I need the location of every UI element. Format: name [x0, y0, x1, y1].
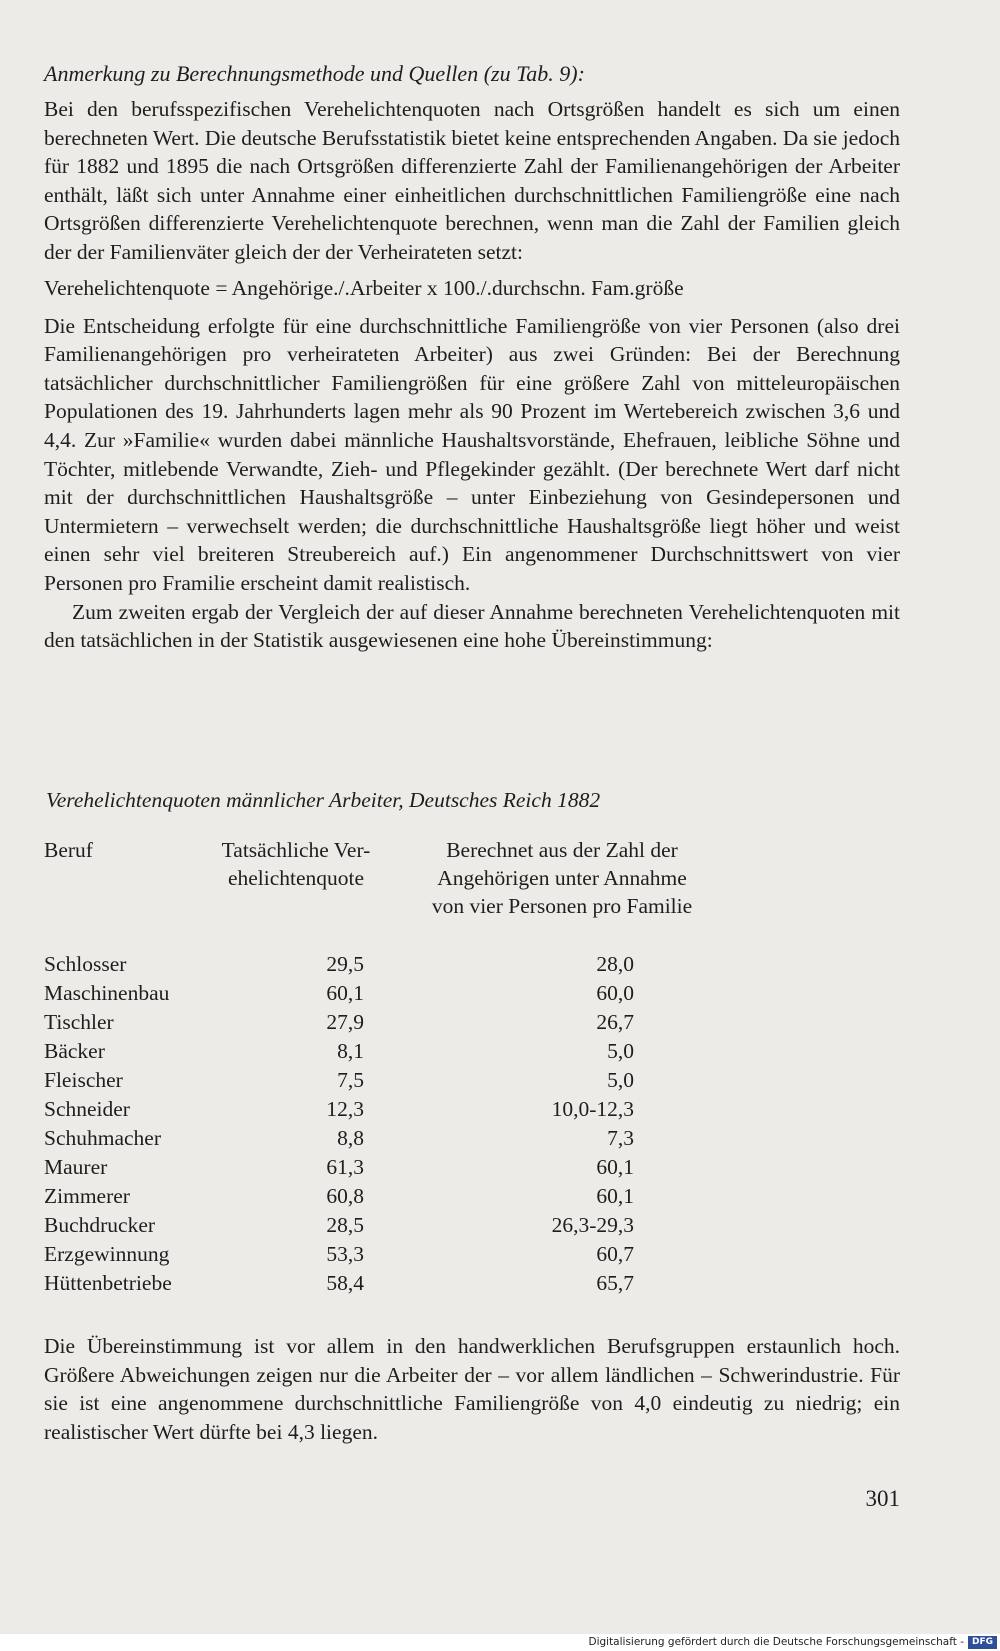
table-row [44, 979, 634, 1008]
cell-berechnet: 7,3 [607, 1126, 634, 1150]
cell-tatsaechlich: 60,8 [326, 1184, 364, 1208]
paragraph-conclusion: Die Übereinstimmung ist vor allem in den handwerklichen Berufsgruppen erstaunlich hoch. Größere Abweichungen zeigen nur die Arbeiter der – vor allem ländlichen – Schwerindustrie. Für sie ist eine angenommene durchschnittliche Familiengröße von 4,0 eindeutig zu niedrig; ein realistischer Wert dürfte bei 4,3 liegen. [44, 1334, 900, 1444]
paragraph-comparison: Zum zweiten ergab der Vergleich der auf dieser Annahme berechneten Verehelichtenquoten mit den tatsächlichen in der Statistik ausgewiesenen eine hohe Übereinstimmung: [44, 599, 900, 653]
cell-berechnet: 60,7 [596, 1242, 634, 1266]
header-tatsaechlich-line-2: ehelichtenquote [227, 866, 365, 890]
data-table [44, 950, 634, 1298]
paragraph-decision: Die Entscheidung erfolgte für eine durchschnittliche Familiengröße von vier Personen (also drei Familienangehörigen pro verheirateten Arbeiter) aus zwei Gründen: Bei der Berechnung tatsächlicher durchschnittlicher Familiengrößen für eine größere Zahl von mitteleuropäischen Populationen des 19. Jahrhunderts lagen mehr als 90 Prozent im Wertebereich zwischen 3,6 und 4,4. Zur »Familie« wurden dabei männliche Haushaltsvorstände, Ehefrauen, leibliche Söhne und Töchter, mitlebende Verwandte, Zieh- und Pflegekinder gezählt. (Der berechnete Wert darf nicht mit der durchschnittlichen Haushaltsgröße – unter Einbeziehung von Gesindepersonen und Untermietern – verwechselt werden; die durchschnittliche Haushaltsgröße liegt höher und weist einen sehr viel breiteren Streubereich auf.) Ein angenommener Durchschnittswert von vier Personen pro Framilie erscheint damit realistisch. [44, 313, 900, 595]
cell-beruf: Schneider [44, 1097, 130, 1121]
cell-berechnet: 26,3-29,3 [551, 1213, 634, 1237]
cell-tatsaechlich: 28,5 [326, 1213, 364, 1237]
cell-berechnet: 65,7 [596, 1271, 634, 1295]
closing-section [44, 1332, 900, 1446]
cell-tatsaechlich: 8,8 [337, 1126, 364, 1150]
cell-beruf: Bäcker [44, 1039, 105, 1063]
cell-berechnet: 26,7 [596, 1010, 634, 1034]
table-row [44, 1269, 634, 1298]
cell-tatsaechlich: 8,1 [337, 1039, 364, 1063]
cell-berechnet: 5,0 [607, 1039, 634, 1063]
cell-berechnet: 60,1 [596, 1184, 634, 1208]
note-body [44, 95, 900, 655]
cell-berechnet: 10,0-12,3 [551, 1097, 634, 1121]
note-heading: Anmerkung zu Berechnungsmethode und Quellen (zu Tab. 9): [44, 61, 585, 86]
table-row [44, 1095, 634, 1124]
header-berechnet [412, 836, 712, 920]
cell-beruf: Maurer [44, 1155, 108, 1179]
table-row [44, 1037, 634, 1066]
cell-tatsaechlich: 61,3 [326, 1155, 364, 1179]
cell-tatsaechlich: 27,9 [326, 1010, 364, 1034]
cell-tatsaechlich: 60,1 [326, 981, 364, 1005]
cell-beruf: Maschinenbau [44, 981, 170, 1005]
table-row [44, 1153, 634, 1182]
table-row [44, 1124, 634, 1153]
cell-beruf: Hüttenbetriebe [44, 1271, 172, 1295]
cell-beruf: Zimmerer [44, 1184, 130, 1208]
table-row [44, 1240, 634, 1269]
cell-berechnet: 60,0 [596, 981, 634, 1005]
header-tatsaechlich-line-1: Tatsächliche Ver- [221, 838, 371, 862]
paragraph-method: Bei den berufsspezifischen Verehelichtenquoten nach Ortsgrößen handelt es sich um einen berechneten Wert. Die deutsche Berufsstatistik bietet keine entsprechenden Angaben. Da sie jedoch für 1882 und 1895 die nach Ortsgrößen differenzierte Zahl der Familienangehörigen der Arbeiter enthält, läßt sich unter Annahme einer einheitlichen durchschnittlichen Familiengröße eine nach Ortsgrößen differenzierte Verehelichtenquote berechnen, wenn man die Zahl der Familien gleich der der Familienväter gleich der der Verheirateten setzt: [44, 97, 900, 264]
formula: Verehelichtenquote = Angehörige./.Arbeiter x 100./.durchschn. Fam.größe [44, 275, 684, 300]
cell-beruf: Schlosser [44, 952, 127, 976]
table-row [44, 1211, 634, 1240]
cell-tatsaechlich: 7,5 [337, 1068, 364, 1092]
cell-berechnet: 60,1 [596, 1155, 634, 1179]
cell-tatsaechlich: 29,5 [326, 952, 364, 976]
page-number: 301 [865, 1486, 900, 1511]
cell-tatsaechlich: 53,3 [326, 1242, 364, 1266]
header-berechnet-line-3: von vier Personen pro Familie [431, 894, 693, 918]
header-berechnet-line-2: Angehörigen unter Annahme [437, 866, 687, 890]
cell-beruf: Tischler [44, 1010, 114, 1034]
table-row [44, 1008, 634, 1037]
cell-beruf: Buchdrucker [44, 1213, 156, 1237]
header-tatsaechliche-quote [196, 836, 396, 892]
cell-berechnet: 5,0 [607, 1068, 634, 1092]
table-row [44, 950, 634, 979]
cell-berechnet: 28,0 [596, 952, 634, 976]
cell-tatsaechlich: 12,3 [326, 1097, 364, 1121]
header-beruf: Beruf [44, 838, 93, 862]
cell-tatsaechlich: 58,4 [326, 1271, 364, 1295]
cell-beruf: Fleischer [44, 1068, 123, 1092]
funding-credit: Digitalisierung gefördert durch die Deutsche Forschungsgemeinschaft - [588, 1636, 964, 1648]
table-row [44, 1182, 634, 1211]
cell-beruf: Erzgewinnung [44, 1242, 170, 1266]
cell-beruf: Schuhmacher [44, 1126, 162, 1150]
table-title: Verehelichtenquoten männlicher Arbeiter, Deutsches Reich 1882 [46, 788, 601, 812]
header-berechnet-line-1: Berechnet aus der Zahl der [446, 838, 678, 862]
table-row [44, 1066, 634, 1095]
dfg-logo: DFG [968, 1636, 997, 1649]
